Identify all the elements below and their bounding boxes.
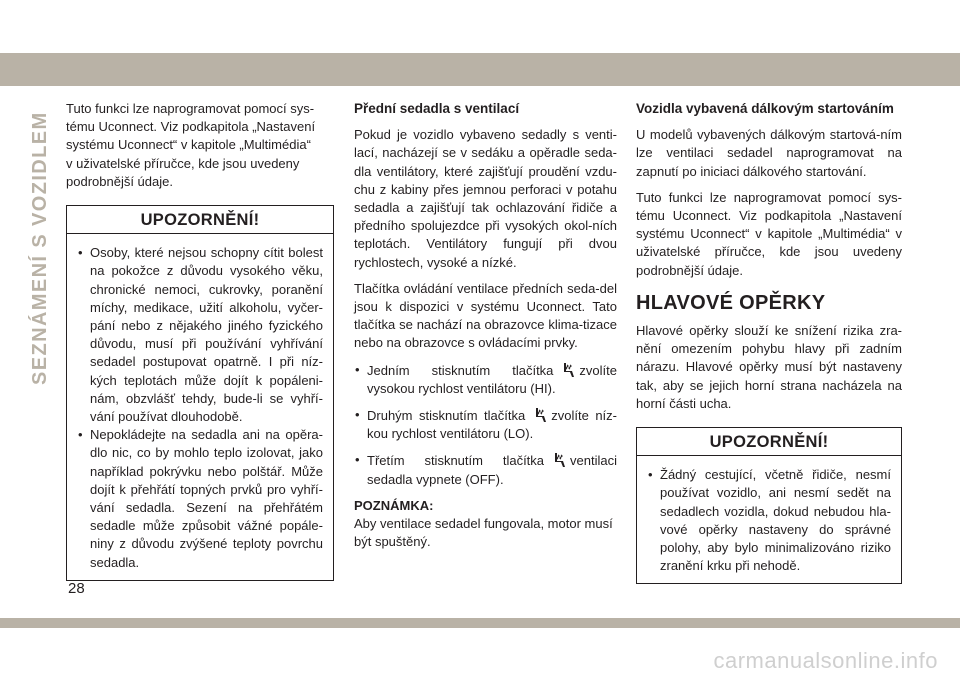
paragraph: U modelů vybavených dálkovým startová-ním lze ventilaci sedadel naprogramovat na zapnutí po iniciaci dálkového startování. <box>636 127 902 179</box>
paragraph: Tuto funkci lze naprogramovat pomocí sys-tému Uconnect. Viz podkapitola „Nastavení systému Uconnect“ v kapitole „Multimédia“ v uživatelské příručce, kde jsou uvedeny podrobnější údaje. <box>636 189 902 278</box>
list-item: • Jedním stisknutím tlačítka zvolíte vysokou rychlost ventilátoru (HI). <box>354 361 617 398</box>
ventilated-seat-icon <box>550 451 566 469</box>
section-side-tab: SEZNÁMENÍ S VOZIDLEM <box>29 111 51 385</box>
paragraph: Hlavové opěrky slouží ke snížení rizika zra-nění omezením pohybu hlavy při zadním nárazu. Hlavové opěrky musí být nastaveny tak, aby se jejich horní strana nacházela na horní části ucha. <box>636 323 902 411</box>
ventilated-seat-icon <box>559 361 575 379</box>
section-heading: Přední sedadla s ventilací <box>354 101 520 116</box>
page-number: 28 <box>68 580 85 597</box>
note-text: Aby ventilace sedadel fungovala, motor musí být spuštěný. <box>354 516 613 550</box>
note-label: POZNÁMKA: <box>354 497 434 513</box>
warning-item: • Žádný cestující, včetně řidiče, nesmí používat vozidlo, ani nesmí sedět na sedadlech vozidla, dokud nebudou hla-vové opěrky nastaveny do správné polohy, aby bylo minimalizováno riziko zranění krku při nehodě. <box>647 466 891 575</box>
warning-title: UPOZORNĚNÍ! <box>637 428 901 456</box>
warning-item: • Osoby, které nejsou schopny cítit bolest na pokožce z důvodu vysokého věku, chronické nemoci, cukrovky, poranění míchy, medikace, užití alkoholu, vyčer-pání nebo z nějakého jiného fyzického důvodu, musí při používání vyhřívání sedadel postupovat opatrně. I při níz-kých teplotách může dojít k popáleni-nám, obzvlášť tehdy, bude-li se vyhří-vání používat dlouhodobě. <box>77 244 323 426</box>
main-heading: HLAVOVÉ OPĚRKY <box>636 291 826 314</box>
button-press-list <box>354 361 617 489</box>
column-1 <box>66 100 334 581</box>
column-3 <box>636 100 902 584</box>
warning-item: • Nepokládejte na sedadla ani na opěra-dlo nic, co by mohlo teplo izolovat, jako například pokrývku nebo polštář. Může dojít k přehřátí topných prvků pro vyhří-vání sedadla. Sezení na přehřátém sedadle může způsobit vážné popále-niny z důvodu zvýšené teploty povrchu sedadla. <box>77 426 323 572</box>
warning-title: UPOZORNĚNÍ! <box>67 206 333 234</box>
column-2 <box>354 100 617 559</box>
warning-box <box>66 205 334 581</box>
footer-band <box>0 618 960 628</box>
warning-box <box>636 427 902 584</box>
paragraph: Tlačítka ovládání ventilace předních seda-del jsou k dispozici v systému Uconnect. Tato tlačítka se nachází na obrazovce klima-tizace nebo na obrazovce s ovládacími prvky. <box>354 280 617 351</box>
list-item: • Druhým stisknutím tlačítka zvolíte níz-kou rychlost ventilátoru (LO). <box>354 406 617 443</box>
section-heading: Vozidla vybavená dálkovým startováním <box>636 101 894 116</box>
header-band <box>0 53 960 86</box>
ventilated-seat-icon <box>531 406 547 424</box>
paragraph: Pokud je vozidlo vybaveno sedadly s venti-lací, nacházejí se v sedáku a opěradle seda-dla ventilátory, které zajišťují proudění vzdu-chu z kabiny přes jemnou perforaci v potahu sedadla a zajišťují tak ochlazování řidiče a předního spolujezdce při vysokých okol-ních teplotách. Ventilátory fungují při dvou rychlostech, vysoké a nízké. <box>354 127 617 270</box>
watermark: carmanualsonline.info <box>713 648 938 673</box>
list-item: • Třetím stisknutím tlačítka ventilaci sedadla vypnete (OFF). <box>354 451 617 488</box>
intro-paragraph: Tuto funkci lze naprogramovat pomocí sys- tému Uconnect. Viz podkapitola „Nastavení systému Uconnect“ v kapitole „Multimédia“ v uživatelské příručce, kde jsou uvedeny podrobnější údaje. <box>66 101 316 189</box>
